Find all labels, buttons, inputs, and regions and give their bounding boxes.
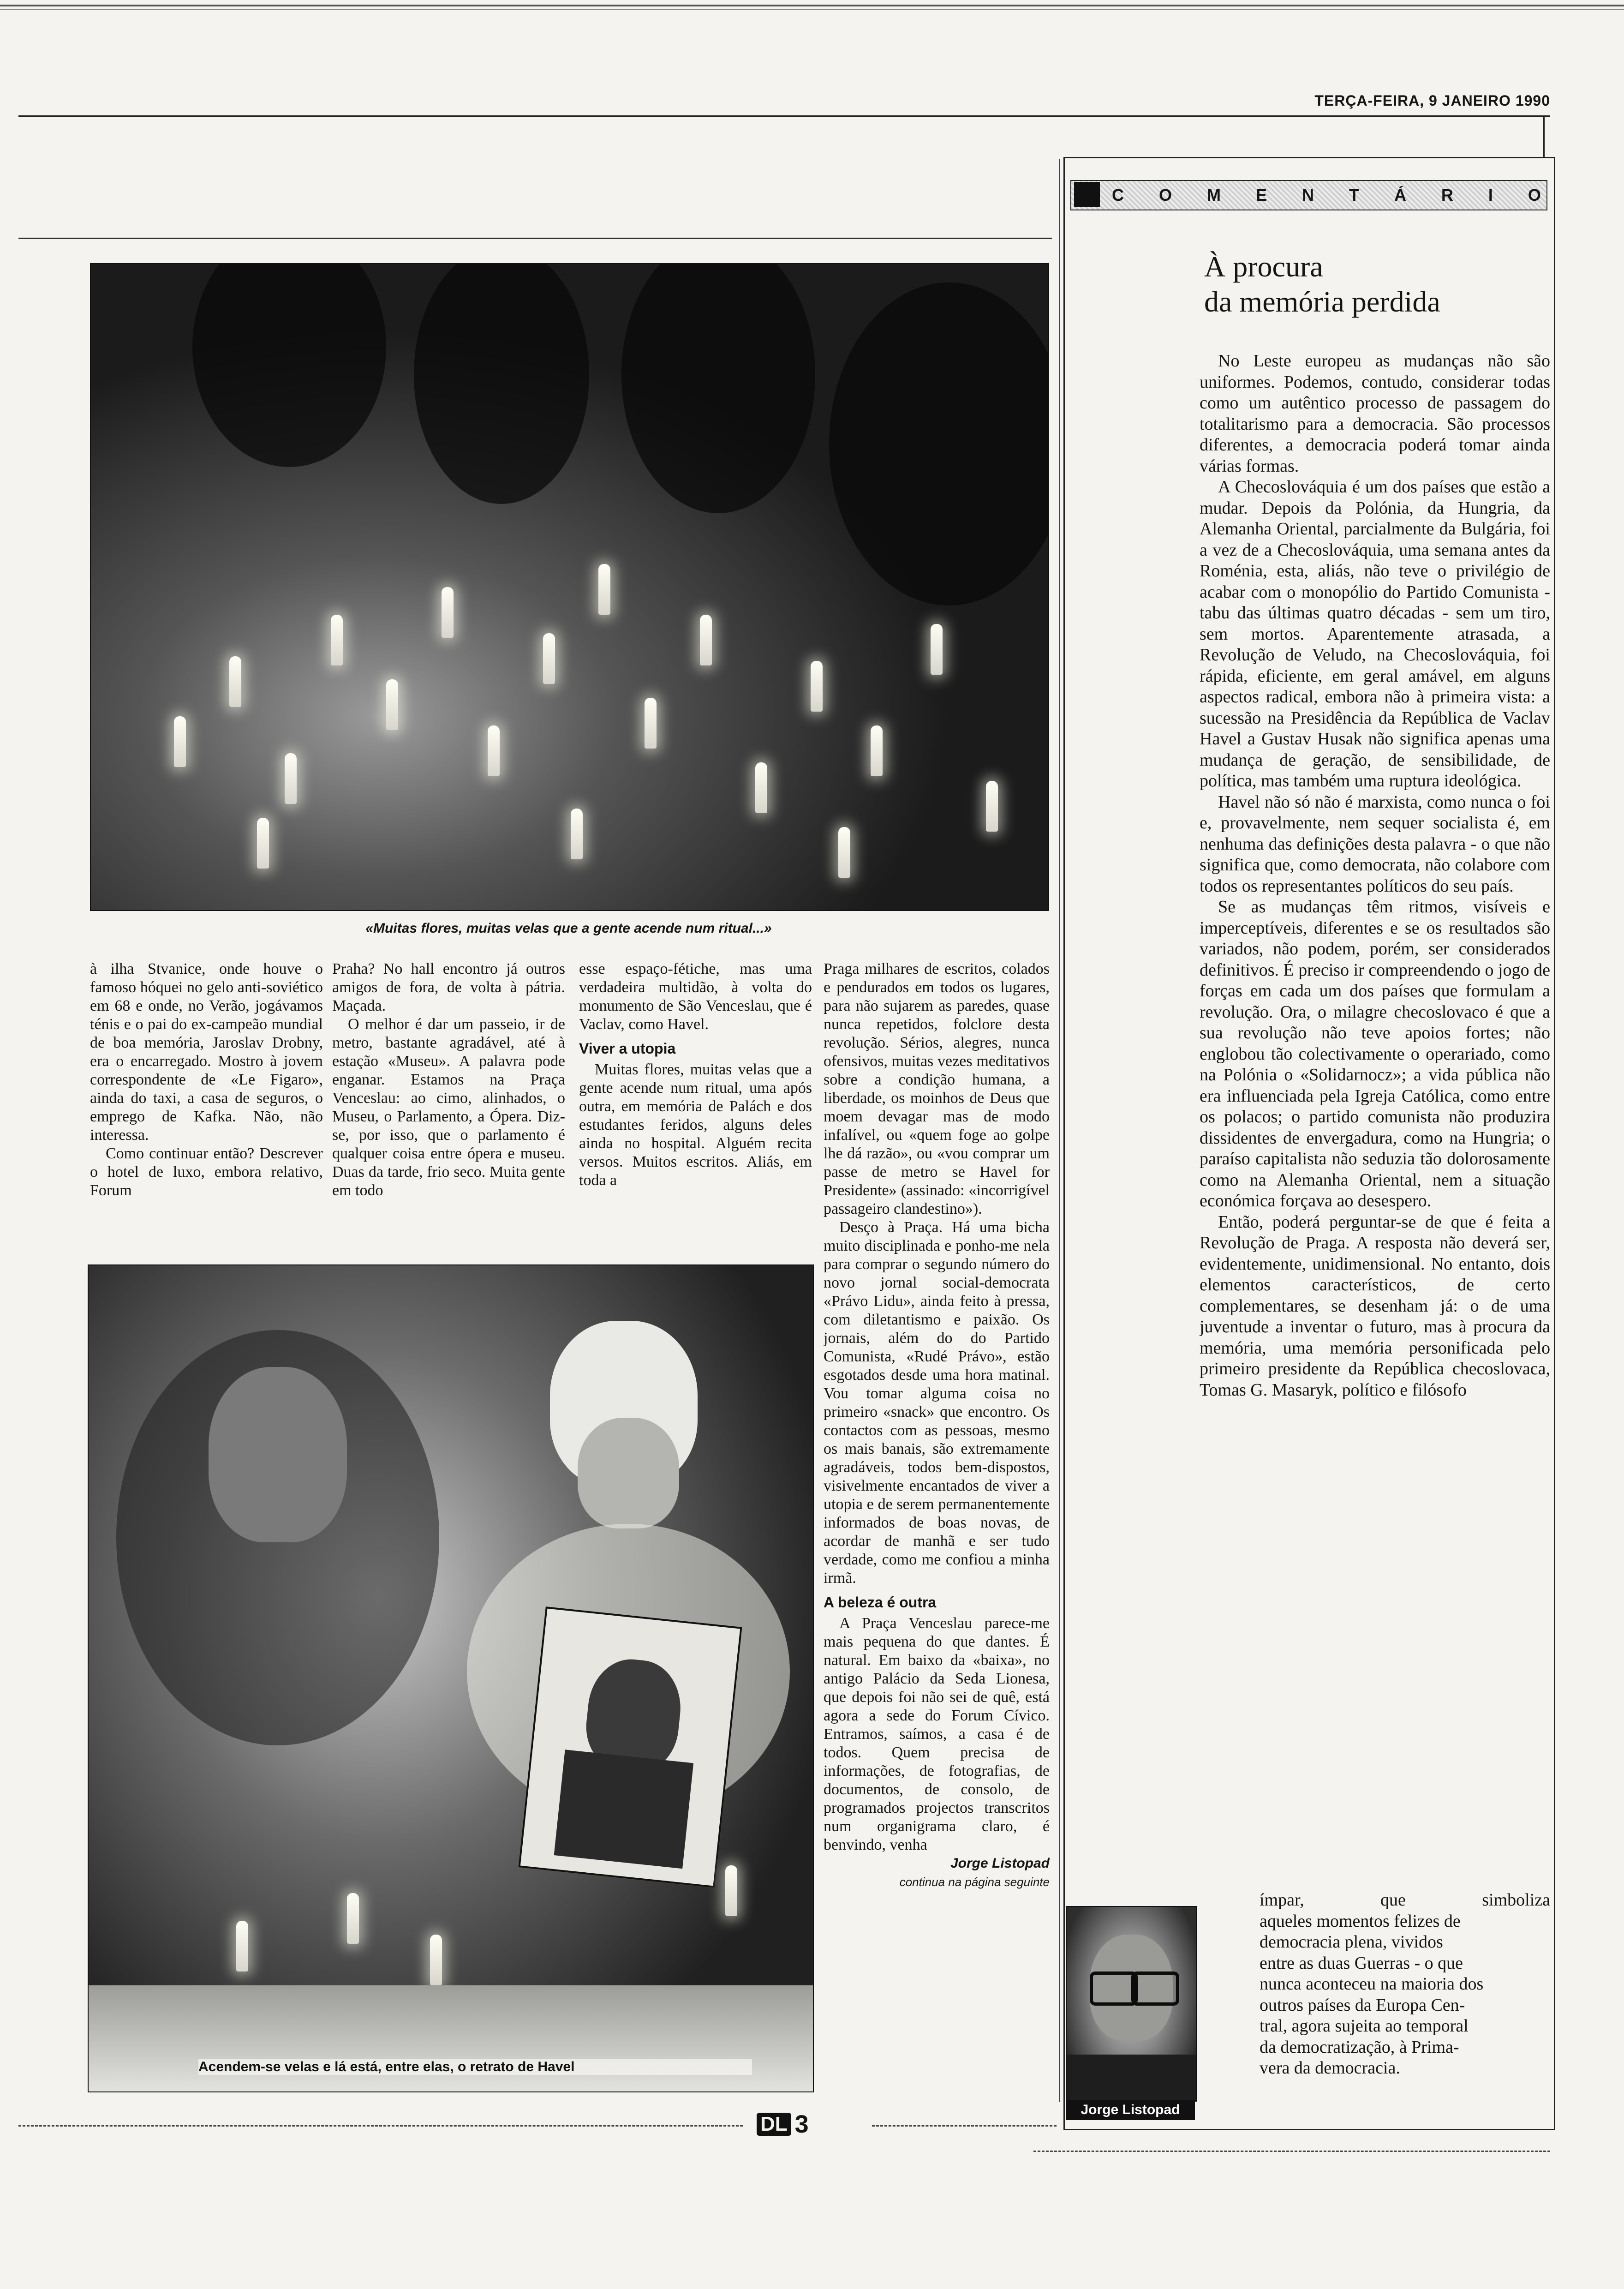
article-paragraph: O melhor é dar um passeio, ir de metro, bastante agradável, até à estação «Museu». A palavra pode enganar. Estamos na Praça Venceslau: ao cimo, alinhados, o Museu, o Parlamento, a Ópera. Diz-se, por isso, que o parlamento é qualquer coisa entre ópera e museu. Duas da tarde, frio seco. Muita gente em todo [332,1016,565,1199]
author-label: Jorge Listopad [1066,2100,1195,2120]
banner-letter: O [1528,186,1541,204]
banner-letter: T [1349,186,1359,204]
section-rule [18,238,1052,239]
article-column-4 [824,960,1050,2081]
article-paragraph: Desço à Praça. Há uma bicha muito disciplinada e ponho-me nela para comprar o segundo número do novo jornal social-democrata «Právo Lidu», ainda feito à pressa, com diletantismo e paixão. Os jornais, além do do Partido Comunista, «Rudé Právo», estão esgotados desde uma hora matinal. Vou tomar alguma coisa no primeiro «snack» que encontro. Os contactos com as pessoas, mesmo os mais banais, são extremamente agradáveis, todos bem-dispostos, visivelmente encantados de viver a utopia e de serem permanentemente informados de boas novas, de acordar de manhã e ser tudo verdade, como me confiou a minha irmã. [824,1219,1050,1587]
issue-date: TERÇA-FEIRA, 9 JANEIRO 1990 [1314,92,1550,109]
comment-line: vera da democracia. [1260,2058,1400,2078]
banner-letter: N [1302,186,1314,204]
comment-banner-text [1112,183,1541,208]
comment-line: ímpar, que simboliza [1260,1890,1550,1910]
comment-paragraph: Se as mudanças têm ritmos, visíveis e imperceptíveis, diferentes e se os resultados são variados, não podem, porém, ser considerados definitivos. É preciso ir compreendendo o jogo de forças em cada um dos países que formulam a revolução. Ora, o milagre checoslovaco é que a sua revolução não teve apoios fortes; não englobou tão colectivamente o operariado, como na Polónia o «Solidarnocz»; a vida pública não era influenciada pela Igreja Católica, como entre os polacos; o partido comunista não produzira dissidentes de envergadura, como na Hungria; o paraíso capitalista não seduzia tão dolorosamente como na Alemanha Oriental, nem a situação económica forçava ao desespero. [1200,897,1550,1210]
subhead-a-beleza-e-outra: A beleza é outra [824,1594,937,1611]
article-paragraph: Praha? No hall encontro já outros amigos de fora, de volta à pátria. Maçada. [332,960,565,1014]
comment-paragraph: No Leste europeu as mudanças não são uniformes. Podemos, contudo, considerar todas como um autêntico processo de passagem do totalitarismo para a democracia. São processos diferentes, a democracia poderá tomar ainda várias formas. [1200,351,1550,476]
comment-line: outros países da Europa Cen- [1260,1995,1465,2015]
top-photo-caption: «Muitas flores, muitas velas que a gente acende num ritual...» [365,921,772,936]
author-photo [1066,1906,1197,2102]
article-paragraph: Muitas flores, muitas velas que a gente acende num ritual, uma após outra, em memória de Palách e dos estudantes feridos, alguns deles ainda no hospital. Alguém recita versos. Muitos escritos. Aliás, em toda a [579,1061,812,1189]
banner-letter: Á [1394,186,1406,204]
newspaper-logo: DL [757,2113,791,2136]
comment-title-line: À procura [1204,250,1323,283]
comment-paragraph: Havel não só não é marxista, como nunca o foi e, provavelmente, nem sequer socialista é, em nenhuma das definições desta palavra - o que não significa que, como democrata, não colabore com todos os representantes políticos do seu país. [1200,792,1550,896]
banner-square-icon [1074,182,1100,207]
article-byline: Jorge Listopad [950,1856,1050,1871]
footer-dashed-rule-mid [872,2125,1057,2127]
article-paragraph: à ilha Stvanice, onde houve o famoso hóquei no gelo anti-soviético em 68 e onde, no Verão, jogávamos ténis e o pai do ex-campeão mundial de boa memória, Jaroslav Drobny, era o encarregado. Mostro à jovem correspondente de «Le Figaro», ainda do taxi, a casa de seguros, o emprego de Kafka. Não, não interessa. [90,960,323,1144]
banner-letter: I [1488,186,1493,204]
column-rule [1059,159,1060,2102]
header-rule-tick [1543,115,1545,157]
article-column-2 [332,960,565,1255]
article-paragraph: Como continuar então? Descrever o hotel de luxo, embora relativo, Forum [90,1145,323,1199]
banner-letter: E [1255,186,1267,204]
page-number: 3 [794,2110,809,2138]
top-border-line-thin [0,9,1624,10]
article-paragraph: A Praça Venceslau parece-me mais pequena do que dantes. É natural. Em baixo da «baixa», no antigo Palácio da Seda Lionesa, que depois foi não sei de quê, está agora a sede do Forum Cívico. Entramos, saímos, a casa é de todos. Quem precisa de informações, de fotografias, de documentos, de consolo, de programados projectos transcritos num organigrama claro, é benvindo, venha [824,1615,1050,1853]
article-column-3 [579,960,812,1255]
comment-title-line: da memória perdida [1204,285,1440,318]
article-column-1 [90,960,323,1255]
footer-dashed-rule-right [1033,2151,1550,2152]
comment-line: democracia plena, vividos [1260,1932,1443,1952]
banner-letter: O [1158,186,1172,204]
comment-line: aqueles momentos felizes de [1260,1911,1461,1931]
continued-note: continua na página seguinte [899,1875,1050,1889]
banner-letter: R [1441,186,1453,204]
footer-dashed-rule-left [18,2125,743,2127]
comment-paragraph: Então, poderá perguntar-se de que é feita a Revolução de Praga. A resposta não deverá ser, evidentemente, unidimensional. No entanto, dois elementos característicos, de certo complementares, se desenham já: o de uma juventude a inventar o futuro, mas à procura da memória, uma memória personificada pelo primeiro presidente da República checoslovaca, Tomas G. Masaryk, político e filósofo [1200,1212,1550,1400]
candles-photo [90,263,1049,911]
comment-paragraph: A Checoslováquia é um dos países que estão a mudar. Depois da Polónia, da Hungria, da Alemanha Oriental, parcialmente da Bulgária, foi a vez de a Checoslováquia, uma semana antes da Roménia, esta, aliás, não teve o privilégio de acabar com o monopólio do Partido Comunista - tabu das últimas quatro décadas - sem um tiro, sem mortos. Aparentemente atrasada, a Revolução de Veludo, na Checoslováquia, foi rápida, eficiente, em geral amável, em alguns aspectos radical, embora não à primeira vista: a sucessão na Presidência da República de Vaclav Havel a Gustav Husak não significa apenas uma mudança de geração, de sensibilidade, de política, mas também uma ruptura ideológica. [1200,477,1550,791]
banner-letter: C [1112,186,1124,204]
footer-page-marker [757,2110,809,2139]
comment-line: nunca aconteceu na maioria dos [1260,1974,1484,1994]
comment-title [1204,249,1536,319]
comment-line: entre as duas Guerras - o que [1260,1953,1463,1973]
bottom-photo-caption: Acendem-se velas e lá está, entre elas, o retrato de Havel [198,2059,752,2075]
article-paragraph: Praga milhares de escritos, colados e pendurados em todos os lugares, para não sujarem as paredes, quase nunca repetidos, folclore desta revolução. Sérios, alegres, nunca ofensivos, muitas vezes meditativos sobre a condição humana, a liberdade, os moinhos de Deus que moem devagar mas de modo infalível, ou «quem foge ao golpe lhe dá razão», ou «vou comprar um passe de metro se Havel for Presidente» (assinado: «incorrigível passageiro clandestino»). [824,960,1050,1217]
comment-text [1200,351,1550,1894]
header-rule [18,115,1550,117]
comment-line: da democratização, à Prima- [1260,2037,1459,2057]
subhead-viver-a-utopia: Viver a utopia [579,1040,676,1057]
banner-letter: M [1206,186,1221,204]
top-border-line [0,5,1624,6]
article-paragraph: esse espaço-fétiche, mas uma verdadeira multidão, à volta do monumento de São Venceslau, que é Vaclav, como Havel. [579,960,812,1033]
comment-line: tral, agora sujeita ao temporal [1260,2016,1469,2036]
comment-wrap-text [1260,1890,1550,2079]
havel-portrait-photo [88,1264,814,2092]
